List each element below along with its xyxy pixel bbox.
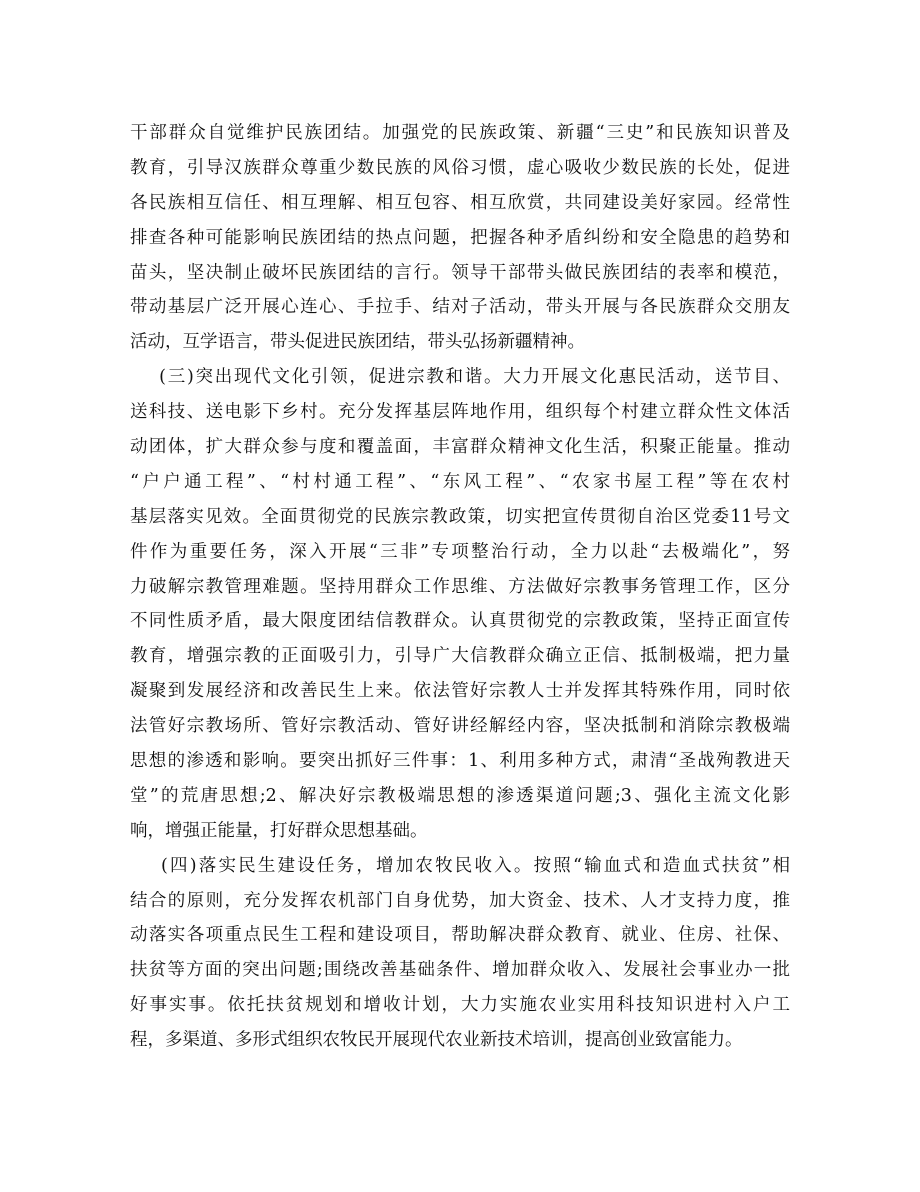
text-line: 带动基层广泛开展心连心、手拉手、结对子活动，带头开展与各民族群众交朋友 bbox=[130, 297, 790, 318]
paragraph-1 bbox=[130, 116, 790, 360]
text-line: 动落实各项重点民生工程和建设项目，帮助解决群众教育、就业、住房、社保、 bbox=[130, 925, 790, 946]
text-line: 送科技、送电影下乡村。充分发挥基层阵地作用，组织每个村建立群众性文体活 bbox=[130, 402, 790, 423]
text-line: 堂”的荒唐思想;2、解决好宗教极端思想的渗透渠道问题;3、强化主流文化影 bbox=[130, 785, 790, 806]
text-line: 教育，增强宗教的正面吸引力，引导广大信教群众确立正信、抵制极端，把力量 bbox=[130, 646, 790, 667]
text-line: “户户通工程”、“村村通工程”、“东风工程”、“农家书屋工程”等在农村 bbox=[130, 471, 790, 492]
text-line: 苗头，坚决制止破坏民族团结的言行。领导干部带头做民族团结的表率和模范， bbox=[130, 262, 790, 283]
paragraph-2 bbox=[130, 360, 790, 848]
text-line: 干部群众自觉维护民族团结。加强党的民族政策、新疆“三史”和民族知识普及 bbox=[130, 123, 790, 143]
text-line: 结合的原则，充分发挥农机部门自身优势，加大资金、技术、人才支持力度，推 bbox=[130, 890, 790, 911]
text-line: 好事实事。依托扶贫规划和增收计划，大力实施农业实用科技知识进村入户工 bbox=[130, 995, 790, 1016]
text-line: 响，增强正能量，打好群众思想基础。 bbox=[130, 820, 428, 841]
document-body bbox=[130, 116, 790, 1058]
text-line: 教育，引导汉族群众尊重少数民族的风俗习惯，虚心吸收少数民族的长处，促进 bbox=[130, 157, 790, 178]
text-line: 动团体，扩大群众参与度和覆盖面，丰富群众精神文化生活，积聚正能量。推动 bbox=[130, 437, 790, 458]
text-line: 法管好宗教场所、管好宗教活动、管好讲经解经内容，坚决抵制和消除宗教极端 bbox=[130, 716, 790, 737]
text-line: 力破解宗教管理难题。坚持用群众工作思维、方法做好宗教事务管理工作，区分 bbox=[130, 576, 790, 597]
text-line: (三)突出现代文化引领，促进宗教和谐。大力开展文化惠民活动，送节目、 bbox=[130, 367, 790, 388]
text-line: 基层落实见效。全面贯彻党的民族宗教政策，切实把宣传贯彻自治区党委11号文 bbox=[130, 506, 790, 527]
text-line: 思想的渗透和影响。要突出抓好三件事：1、利用多种方式，肃清“圣战殉教进天 bbox=[130, 751, 790, 772]
text-line: 活动，互学语言，带头促进民族团结，带头弘扬新疆精神。 bbox=[130, 332, 585, 353]
text-line: 排查各种可能影响民族团结的热点问题，把握各种矛盾纠纷和安全隐患的趋势和 bbox=[130, 227, 790, 248]
text-line: (四)落实民生建设任务，增加农牧民收入。按照“输血式和造血式扶贫”相 bbox=[130, 855, 790, 876]
text-line: 凝聚到发展经济和改善民生上来。依法管好宗教人士并发挥其特殊作用，同时依 bbox=[130, 681, 790, 702]
text-line: 程，多渠道、多形式组织农牧民开展现代农业新技术培训，提高创业致富能力。 bbox=[130, 1030, 743, 1051]
text-line: 各民族相互信任、相互理解、相互包容、相互欣赏，共同建设美好家园。经常性 bbox=[130, 192, 790, 213]
paragraph-3 bbox=[130, 849, 790, 1058]
text-line: 件作为重要任务，深入开展“三非”专项整治行动，全力以赴“去极端化”，努 bbox=[130, 541, 790, 562]
text-line: 扶贫等方面的突出问题;围绕改善基础条件、增加群众收入、发展社会事业办一批 bbox=[130, 960, 790, 981]
text-line: 不同性质矛盾，最大限度团结信教群众。认真贯彻党的宗教政策，坚持正面宣传 bbox=[130, 611, 790, 632]
